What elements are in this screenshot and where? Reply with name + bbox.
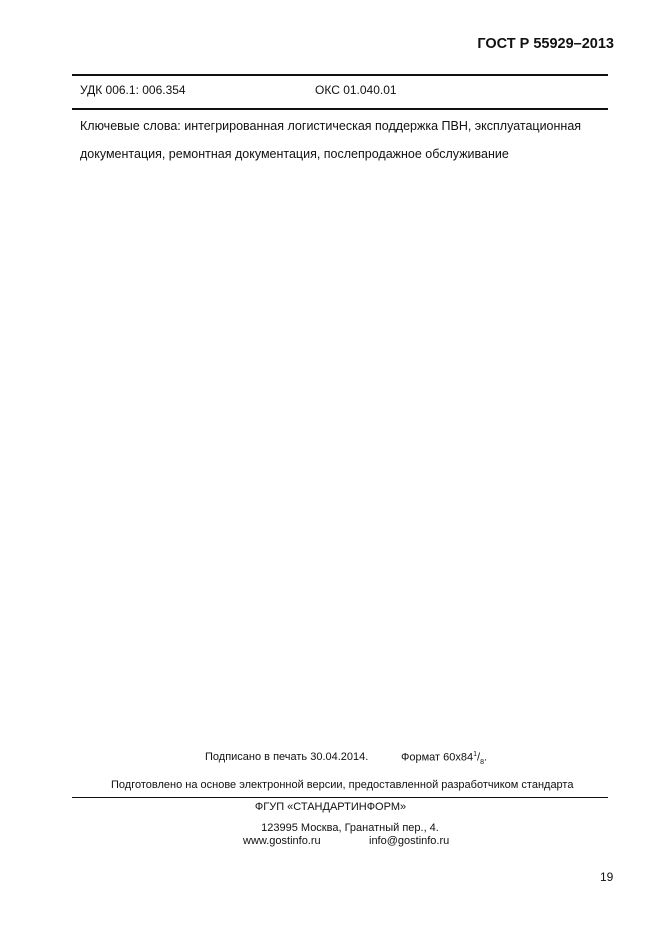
format-sup: 1 xyxy=(473,751,478,758)
top-rule xyxy=(72,74,608,76)
keywords-line-2: документация, ремонтная документация, послепродажное обслуживание xyxy=(80,147,509,161)
prepared-note: Подготовлено на основе электронной версии, предоставленной разработчиком стандарта xyxy=(111,779,574,791)
classification-rule xyxy=(72,108,608,110)
keywords-line-1: Ключевые слова: интегрированная логистическая поддержка ПВН, эксплуатационная xyxy=(80,119,582,133)
udk-code: УДК 006.1: 006.354 xyxy=(80,83,186,97)
page-number: 19 xyxy=(600,870,614,884)
format-suffix: . xyxy=(483,751,488,764)
oks-code: ОКС 01.040.01 xyxy=(315,83,397,97)
print-format: Формат $60x84^1/_8$. xyxy=(401,751,488,766)
publisher: ФГУП «СТАНДАРТИНФОРМ» xyxy=(254,801,407,813)
standard-code: ГОСТ Р 55929–2013 xyxy=(477,36,614,52)
format-sub: 8 xyxy=(480,758,484,766)
website-link[interactable]: www.gostinfo.ru xyxy=(243,835,321,847)
publisher-address: 123995 Москва, Гранатный пер., 4. xyxy=(261,822,439,834)
format-prefix: Формат 60x84 xyxy=(401,751,474,764)
imprint-rule xyxy=(72,797,608,798)
signed-to-print: Подписано в печать 30.04.2014. xyxy=(205,751,369,763)
email-link[interactable]: info@gostinfo.ru xyxy=(369,835,450,847)
